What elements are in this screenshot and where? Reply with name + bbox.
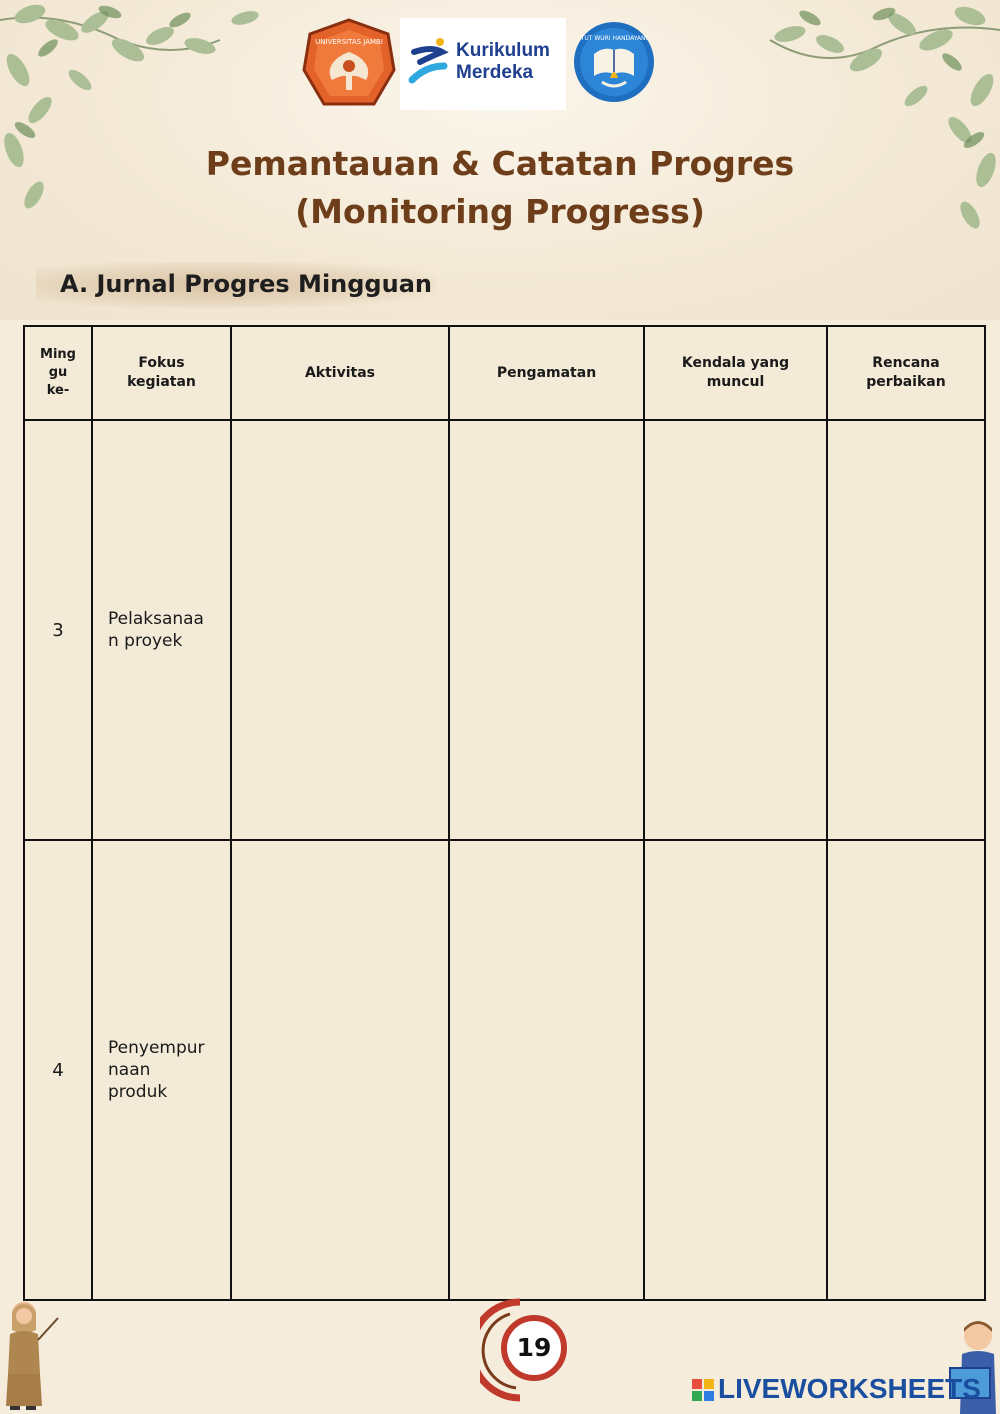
week-cell: 3 <box>24 420 92 840</box>
focus-text-line: Pelaksanaa <box>108 609 204 629</box>
liveworksheets-logo-icon <box>692 1379 714 1401</box>
focus-text-line: n proyek <box>108 631 183 651</box>
focus-text-line: produk <box>108 1082 168 1102</box>
header-plan <box>827 326 985 420</box>
page-number: 19 <box>516 1333 552 1362</box>
focus-text-line: Penyempur <box>108 1038 205 1058</box>
plan-cell[interactable] <box>827 420 985 840</box>
obstacles-cell[interactable] <box>644 840 827 1300</box>
section-heading-banner <box>36 262 436 308</box>
weekly-progress-table <box>23 325 986 1301</box>
page-title-line2: (Monitoring Progress) <box>295 192 705 231</box>
header-plan-line2: perbaikan <box>866 374 946 390</box>
teacher-illustration-left <box>2 1296 66 1412</box>
header-week-line1: Ming <box>40 347 76 362</box>
header-obstacles-line1: Kendala yang <box>681 355 790 371</box>
kurikulum-merdeka-logo <box>400 18 566 110</box>
liveworksheets-text: LIVEWORKSHEETS <box>718 1373 981 1404</box>
focus-cell <box>92 420 231 840</box>
tut-logo-text: TUT WURI HANDAYANI <box>580 35 648 42</box>
header-obstacles <box>644 326 827 420</box>
week-cell: 4 <box>24 840 92 1300</box>
table-row <box>24 840 985 1300</box>
header-focus-line1: Fokus <box>138 355 185 371</box>
kurikulum-merdeka-mark-icon <box>408 36 450 92</box>
section-heading: A. Jurnal Progres Mingguan <box>60 270 432 298</box>
page-title-line1: Pemantauan & Catatan Progres <box>205 144 795 183</box>
page-title <box>0 140 1000 236</box>
header-observation: Pengamatan <box>449 326 644 420</box>
logo-row <box>0 16 1000 112</box>
kurikulum-text: Kurikulum <box>456 40 550 61</box>
plan-cell[interactable] <box>827 840 985 1300</box>
focus-cell <box>92 840 231 1300</box>
header-activity: Aktivitas <box>231 326 449 420</box>
header-week <box>24 326 92 420</box>
obstacles-cell[interactable] <box>644 420 827 840</box>
activity-cell[interactable] <box>231 420 449 840</box>
tut-wuri-handayani-logo <box>572 20 656 104</box>
header-focus-line2: kegiatan <box>127 374 196 390</box>
observation-cell[interactable] <box>449 840 644 1300</box>
merdeka-text: Merdeka <box>456 62 534 83</box>
header-week-line2: gu <box>48 365 68 380</box>
universitas-jambi-logo <box>302 18 396 112</box>
activity-cell[interactable] <box>231 840 449 1300</box>
header-week-line3: ke- <box>46 383 70 398</box>
header-focus <box>92 326 231 420</box>
observation-cell[interactable] <box>449 420 644 840</box>
header-plan-line1: Rencana <box>872 355 940 371</box>
table-row <box>24 420 985 840</box>
unja-logo-text: UNIVERSITAS JAMBI <box>315 38 383 46</box>
focus-text-line: naan <box>108 1060 151 1080</box>
table-header-row <box>24 326 985 420</box>
header-obstacles-line2: muncul <box>706 374 765 390</box>
